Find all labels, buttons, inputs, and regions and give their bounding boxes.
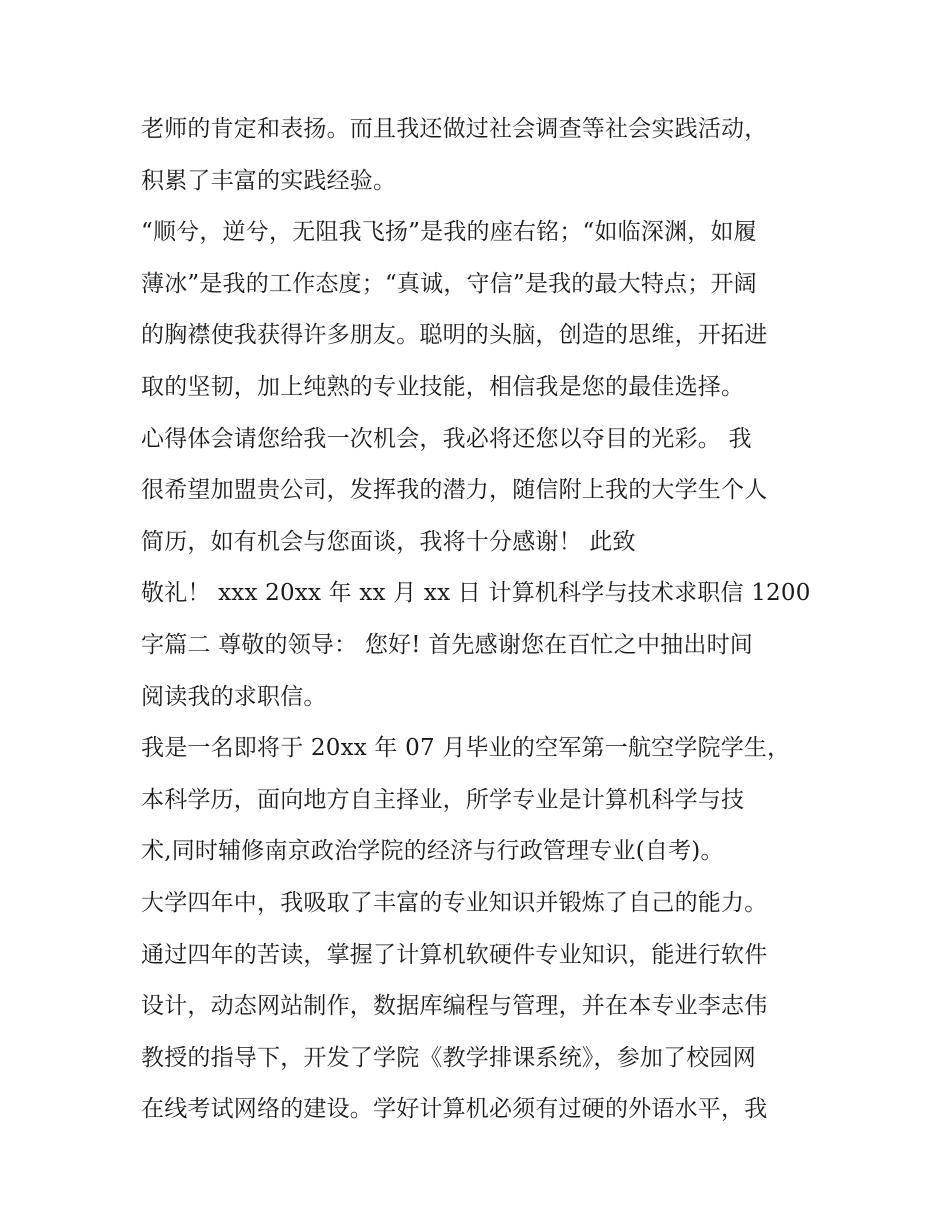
letter-body <box>141 104 831 1136</box>
text-line-3: “顺兮，逆兮，无阻我飞扬”是我的座右铭；“如临深渊，如履 <box>141 219 757 246</box>
text-line-12: 阅读我的求职信。 <box>141 683 327 710</box>
text-line-8: 很希望加盟贵公司，发挥我的潜力，随信附上我的大学生个人 <box>141 477 768 504</box>
text-line-1: 老师的肯定和表扬。而且我还做过社会调查等社会实践活动， <box>141 116 768 142</box>
text-line-16: 大学四年中，我吸取了丰富的专业知识并锻炼了自己的能力。 <box>141 889 768 916</box>
text-line-19: 教授的指导下，开发了学院《教学排课系统》，参加了校园网 <box>141 1044 756 1071</box>
text-line-15: 术,同时辅修南京政治学院的经济与行政管理专业(自考)。 <box>141 838 724 865</box>
text-line-9: 简历，如有机会与您面谈，我将十分感谢！ 此致 <box>141 528 636 555</box>
text-line-2: 积累了丰富的实践经验。 <box>141 167 397 194</box>
text-line-10: 敬礼！ xxx 20xx 年 xx 月 xx 日 计算机科学与技术求职信 1200 <box>141 580 811 607</box>
text-line-5: 的胸襟使我获得许多朋友。聪明的头脑，创造的思维，开拓进 <box>141 322 768 349</box>
text-line-4: 薄冰”是我的工作态度；“真诚，守信”是我的最大特点；开阔 <box>141 270 757 297</box>
text-line-11: 字篇二 尊敬的领导： 您好! 首先感谢您在百忙之中抽出时间 <box>141 631 753 658</box>
text-line-18: 设计，动态网站制作，数据库编程与管理，并在本专业李志伟 <box>141 993 768 1020</box>
text-line-14: 本科学历，面向地方自主择业，所学专业是计算机科学与技 <box>141 786 745 813</box>
text-line-20: 在线考试网络的建设。学好计算机必须有过硬的外语水平，我 <box>141 1096 768 1123</box>
text-line-13: 我是一名即将于 20xx 年 07 月毕业的空军第一航空学院学生， <box>141 735 791 762</box>
text-line-6: 取的坚韧，加上纯熟的专业技能，相信我是您的最佳选择。 <box>141 373 745 400</box>
text-line-17: 通过四年的苦读，掌握了计算机软硬件专业知识，能进行软件 <box>141 941 768 968</box>
text-line-7: 心得体会请您给我一次机会，我必将还您以夺目的光彩。 我 <box>141 425 752 452</box>
